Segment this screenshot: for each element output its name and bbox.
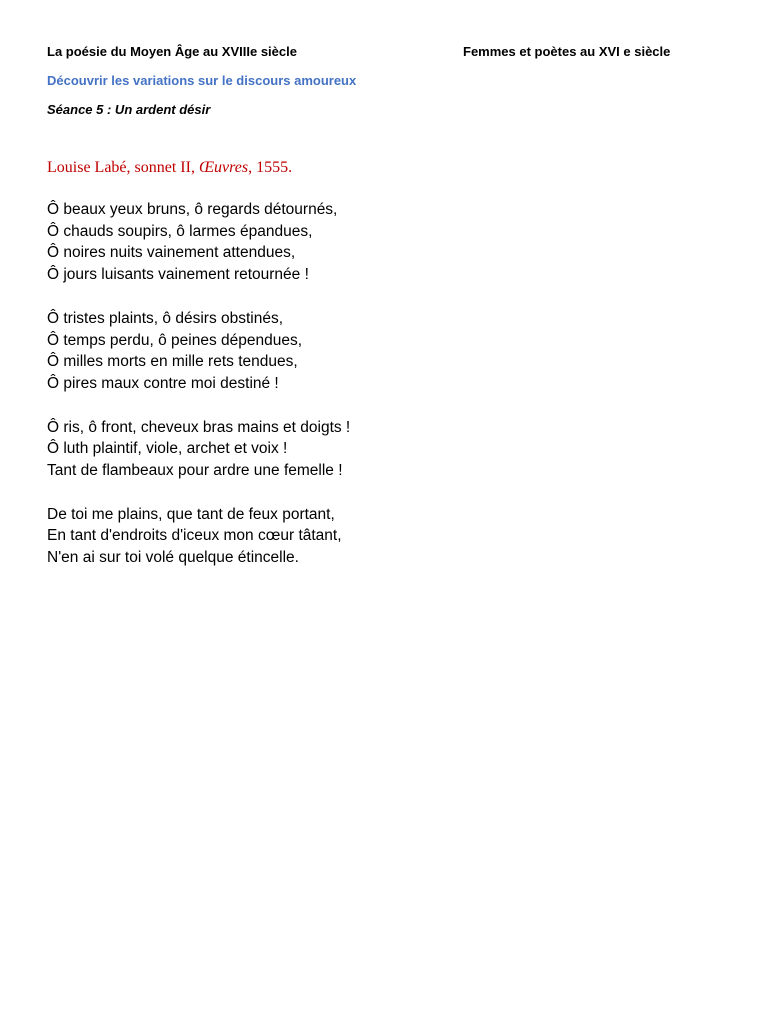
verse-line: De toi me plains, que tant de feux portant, xyxy=(47,505,335,523)
session-title: Séance 5 : Un ardent désir xyxy=(47,102,211,117)
poem-heading xyxy=(47,159,292,177)
sequence-title: Femmes et poètes au XVI e siècle xyxy=(463,44,671,59)
poem-year: , 1555. xyxy=(248,159,293,176)
poem-body xyxy=(47,199,350,591)
verse-line: Ô temps perdu, ô peines dépendues, xyxy=(47,331,303,349)
verse-line: Ô tristes plaints, ô désirs obstinés, xyxy=(47,309,284,327)
verse-line: Ô noires nuits vainement attendues, xyxy=(47,244,296,262)
stanza-1 xyxy=(47,199,350,286)
poem-author-ref: Louise Labé, sonnet II, xyxy=(47,159,199,176)
verse-line: Ô ris, ô front, cheveux bras mains et doigts ! xyxy=(47,418,351,436)
verse-line: Ô chauds soupirs, ô larmes épandues, xyxy=(47,222,313,240)
verse-line: Tant de flambeaux pour ardre une femelle ! xyxy=(47,462,343,480)
objective-subtitle: Découvrir les variations sur le discours amoureux xyxy=(47,73,357,88)
course-title: La poésie du Moyen Âge au XVIIIe siècle xyxy=(47,44,297,59)
stanza-3 xyxy=(47,417,350,482)
stanza-4 xyxy=(47,504,350,569)
verse-line: Ô beaux yeux bruns, ô regards détournés, xyxy=(47,201,338,218)
verse-line: Ô luth plaintif, viole, archet et voix ! xyxy=(47,440,288,458)
poem-work-title: Œuvres xyxy=(198,159,249,176)
verse-line: Ô jours luisants vainement retournée ! xyxy=(47,266,309,284)
verse-line: En tant d'endroits d'iceux mon cœur tâtant, xyxy=(47,527,342,545)
stanza-2 xyxy=(47,308,350,395)
verse-line: Ô pires maux contre moi destiné ! xyxy=(47,374,279,392)
verse-line: N'en ai sur toi volé quelque étincelle. xyxy=(47,549,299,567)
verse-line: Ô milles morts en mille rets tendues, xyxy=(47,353,298,371)
